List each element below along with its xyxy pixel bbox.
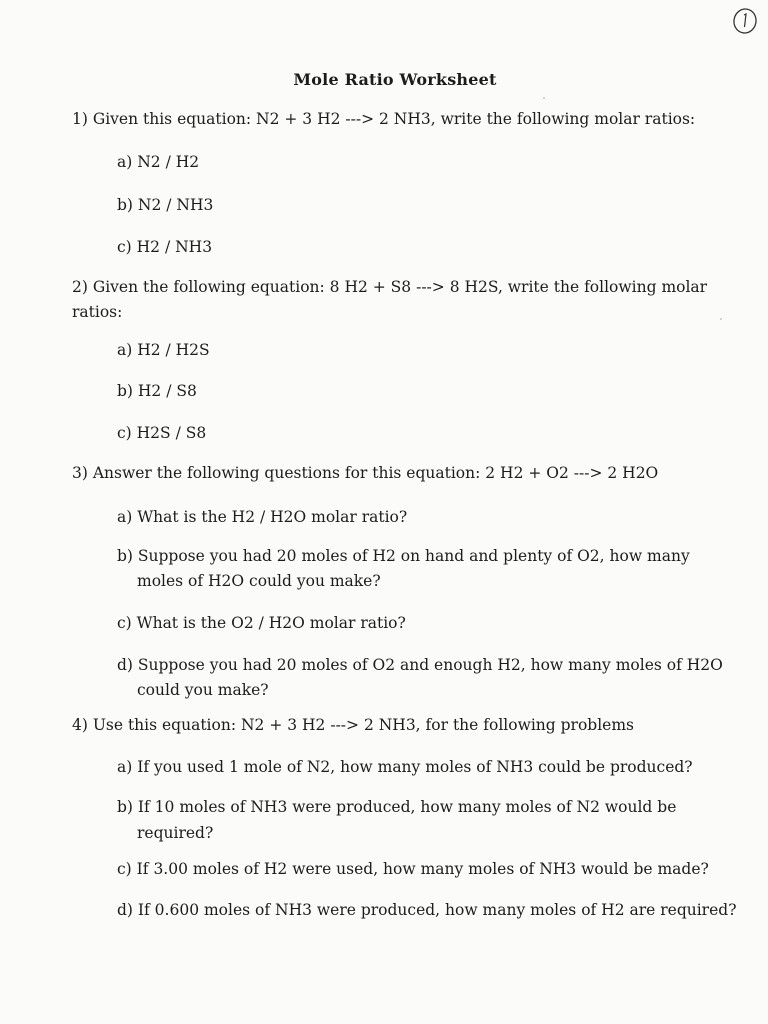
handwritten-page-number <box>730 6 760 36</box>
scan-speck <box>543 97 545 99</box>
question-4b-continued: required? <box>137 824 214 842</box>
worksheet-title: Mole Ratio Worksheet <box>293 70 497 89</box>
question-3d: d) Suppose you had 20 moles of O2 and enough H2, how many moles of H2O <box>117 656 723 674</box>
scan-speck <box>720 318 722 320</box>
question-1c: c) H2 / NH3 <box>117 238 213 256</box>
question-3b-continued: moles of H2O could you make? <box>137 572 381 590</box>
question-2a: a) H2 / H2S <box>117 341 210 359</box>
question-3: 3) Answer the following questions for this equation: 2 H2 + O2 ---> 2 H2O <box>72 464 659 482</box>
question-4: 4) Use this equation: N2 + 3 H2 ---> 2 NH3, for the following problems <box>72 716 634 734</box>
question-4a: a) If you used 1 mole of N2, how many moles of NH3 could be produced? <box>117 758 693 776</box>
question-2-continued: ratios: <box>72 303 123 321</box>
question-4c: c) If 3.00 moles of H2 were used, how many moles of NH3 would be made? <box>117 860 709 878</box>
question-3d-continued: could you make? <box>137 681 269 699</box>
question-3a: a) What is the H2 / H2O molar ratio? <box>117 508 408 526</box>
question-2b: b) H2 / S8 <box>117 382 197 400</box>
question-2c: c) H2S / S8 <box>117 424 207 442</box>
question-4d: d) If 0.600 moles of NH3 were produced, how many moles of H2 are required? <box>117 901 737 919</box>
question-1b: b) N2 / NH3 <box>117 196 214 214</box>
question-3b: b) Suppose you had 20 moles of H2 on hand and plenty of O2, how many <box>117 547 690 565</box>
question-1a: a) N2 / H2 <box>117 153 200 171</box>
question-2: 2) Given the following equation: 8 H2 + S8 ---> 8 H2S, write the following molar <box>72 278 708 296</box>
question-3c: c) What is the O2 / H2O molar ratio? <box>117 614 406 632</box>
question-1: 1) Given this equation: N2 + 3 H2 ---> 2 NH3, write the following molar ratios: <box>72 110 696 128</box>
question-4b: b) If 10 moles of NH3 were produced, how many moles of N2 would be <box>117 798 677 816</box>
